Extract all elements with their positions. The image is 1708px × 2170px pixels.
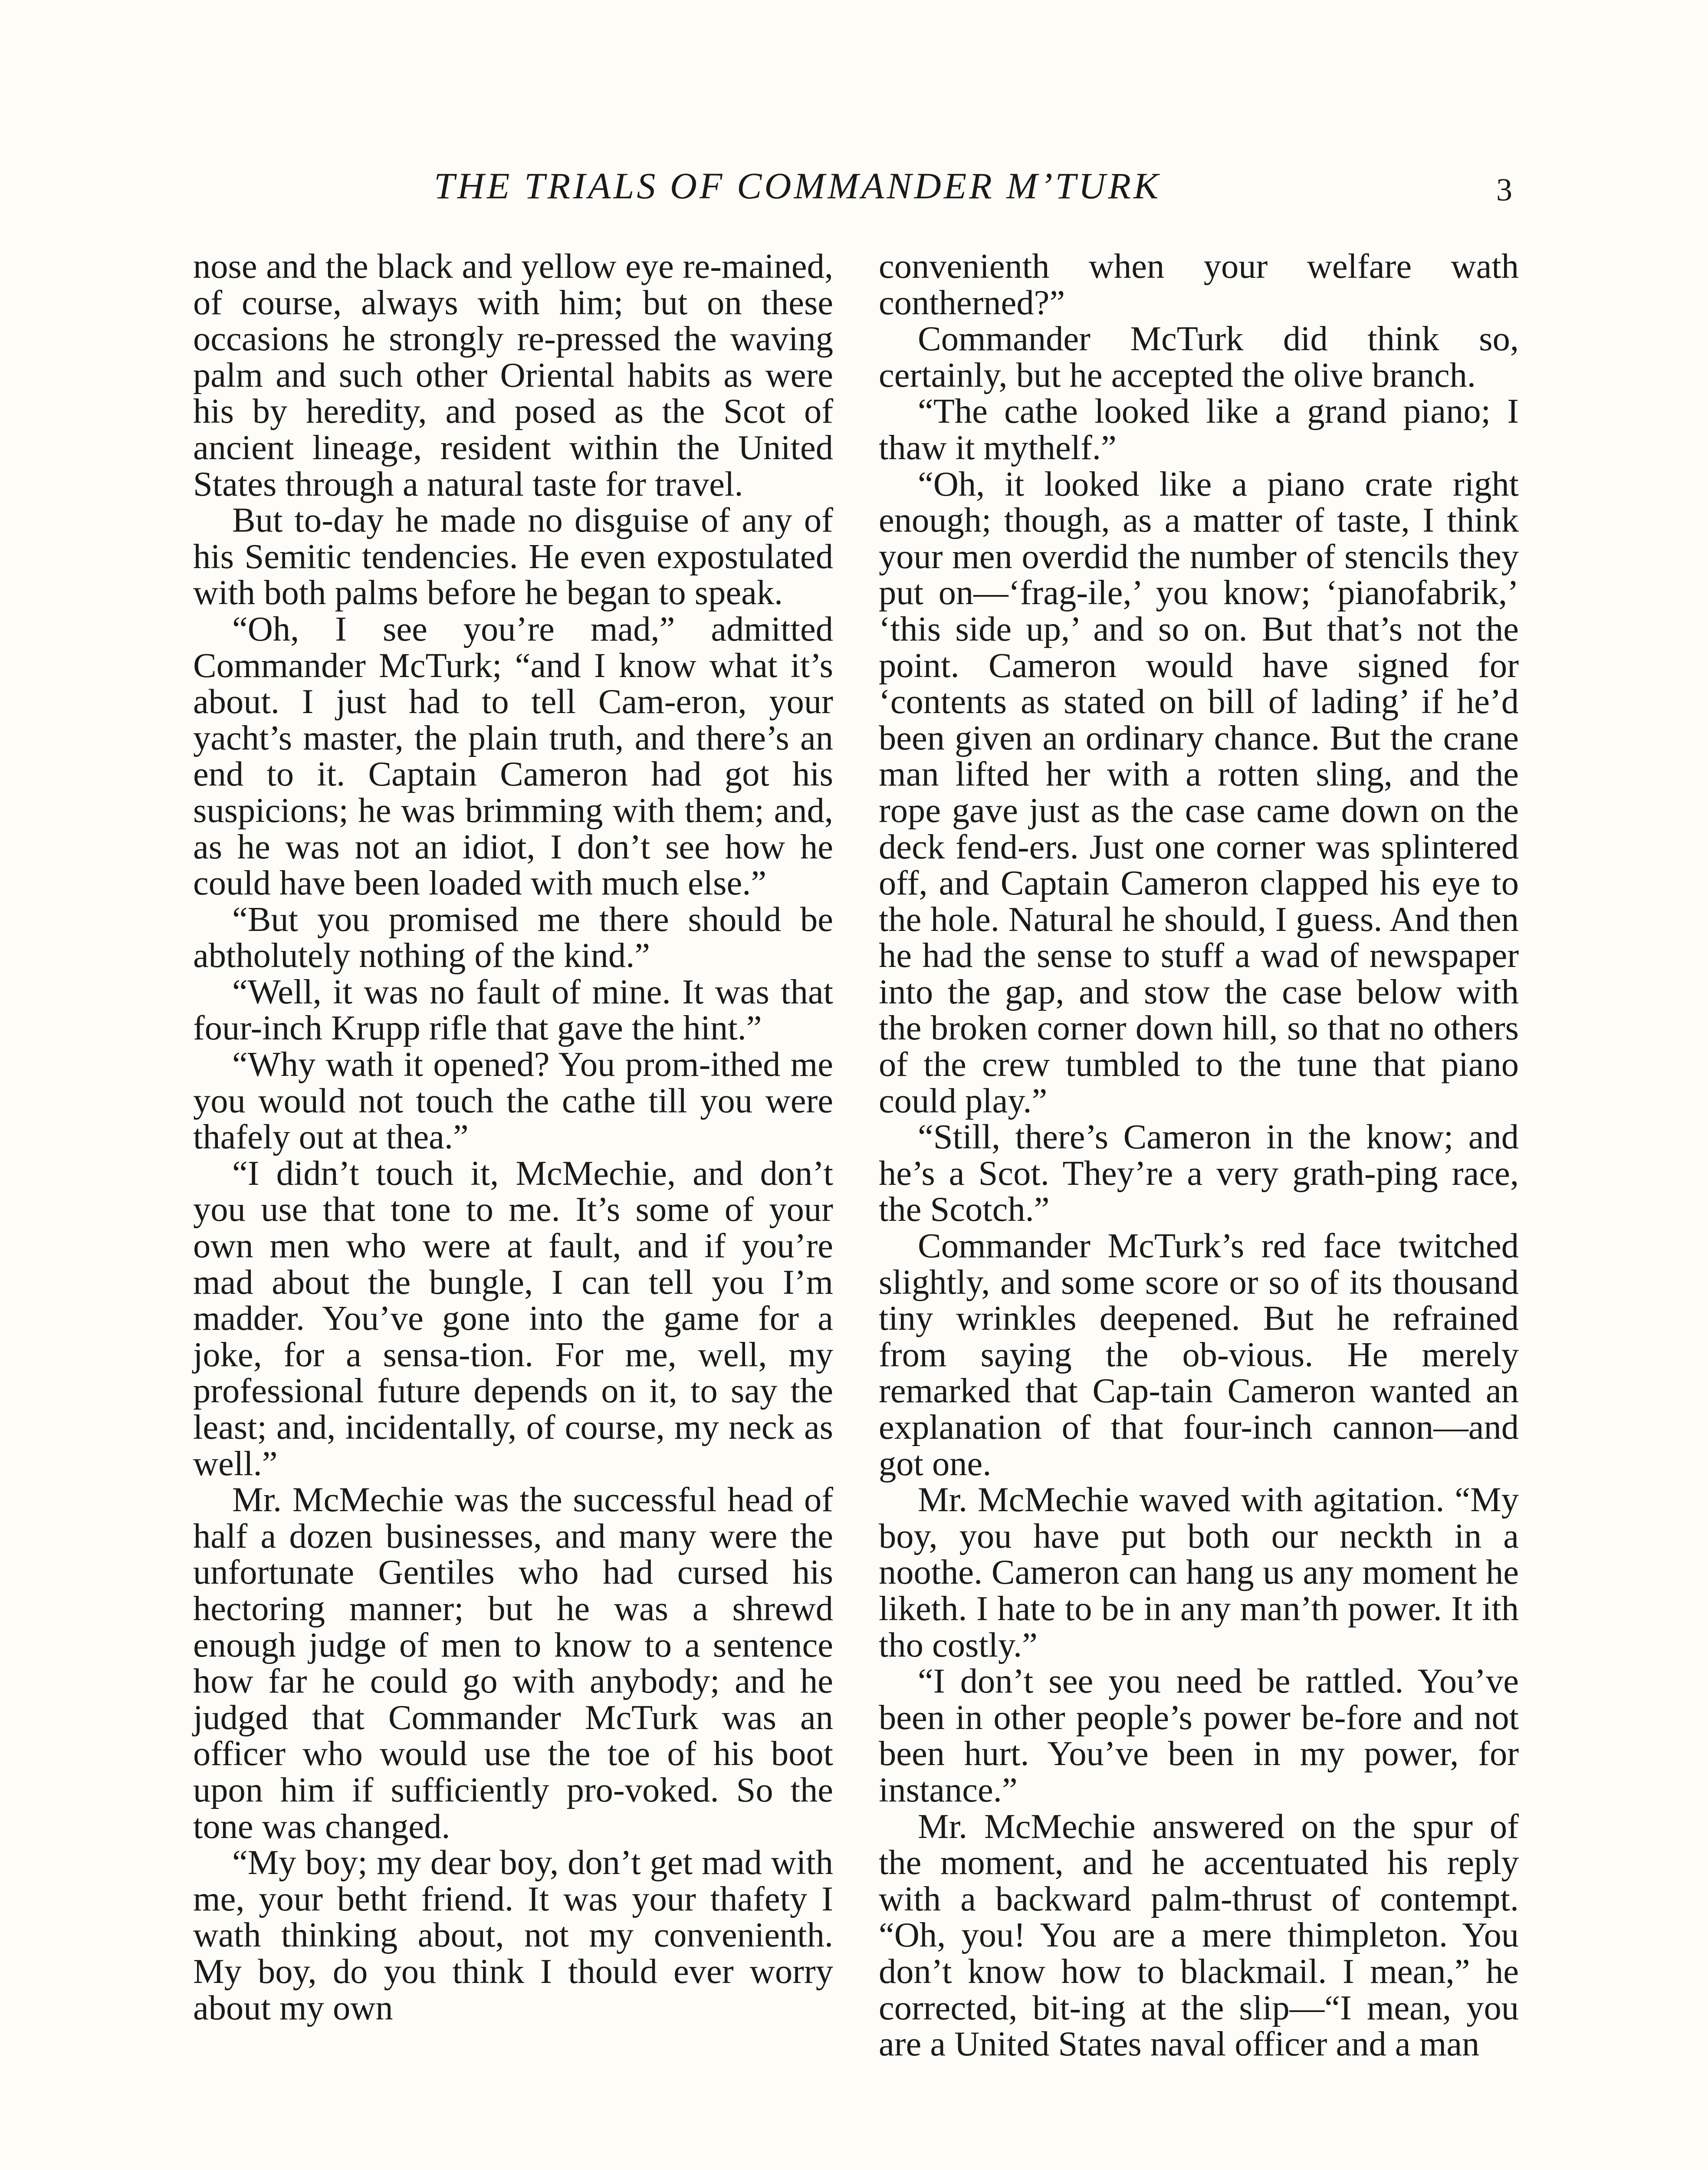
right-column xyxy=(879,248,1519,2062)
paragraph: “But you promised me there should be abtholutely nothing of the kind.” xyxy=(193,900,833,975)
paragraph: “Well, it was no fault of mine. It was that four-inch Krupp rifle that gave the hint.” xyxy=(193,972,833,1048)
paragraph: Mr. McMechie waved with agitation. “My boy, you have put both our neckth in a noothe. Cameron can hang us any moment he liketh. I hate to be in any man’th power. It ith tho costly.” xyxy=(879,1480,1519,1664)
paragraph: convenienth when your welfare wath contherned?” xyxy=(879,247,1519,322)
left-column xyxy=(193,248,833,2026)
paragraph: “Oh, it looked like a piano crate right enough; though, as a matter of taste, I think your men overdid the number of stencils they put on—‘frag-ile,’ you know; ‘pianofabrik,’ ‘this side up,’ and so on. But that’s not the point. Cameron would have signed for ‘contents as stated on bill of lading’ if he’d been given an ordinary chance. But the crane man lifted her with a rotten sling, and the rope gave just as the case came down on the deck fend-ers. Just one corner was splintered off, and Captain Cameron clapped his eye to the hole. Natural he should, I guess. And then he had the sense to stuff a wad of newspaper into the gap, and stow the case below with the broken corner down hill, so that no others of the crew tumbled to the tune that piano could play.” xyxy=(879,464,1519,1120)
paragraph: Commander McTurk’s red face twitched slightly, and some score or so of its thousand tiny wrinkles deepened. But he refrained from saying the ob-vious. He merely remarked that Cap-tain Cameron wanted an explanation of that four-inch cannon—and got one. xyxy=(879,1226,1519,1483)
paragraph: “I didn’t touch it, McMechie, and don’t you use that tone to me. It’s some of your own men who were at fault, and if you’re mad about the bungle, I can tell you I’m madder. You’ve gone into the game for a joke, for a sensa-tion. For me, well, my professional future depends on it, to say the least; and, incidentally, of course, my neck as well.” xyxy=(193,1154,833,1483)
paragraph: “I don’t see you need be rattled. You’ve been in other people’s power be-fore and not been hurt. You’ve been in my power, for instance.” xyxy=(879,1662,1519,1809)
paragraph: “Still, there’s Cameron in the know; and he’s a Scot. They’re a very grath-ping race, the Scotch.” xyxy=(879,1118,1519,1229)
page-number: 3 xyxy=(1496,172,1512,208)
paragraph: “My boy; my dear boy, don’t get mad with me, your betht friend. It was your thafety I wath thinking about, not my convenienth. My boy, do you think I thould ever worry about my own xyxy=(193,1843,833,2027)
running-title: THE TRIALS OF COMMANDER M’TURK xyxy=(434,165,1161,207)
paragraph: “Oh, I see you’re mad,” admitted Commander McTurk; “and I know what it’s about. I just had to tell Cam-eron, your yacht’s master, the plain truth, and there’s an end to it. Captain Cameron had got his suspicions; he was brimming with them; and, as he was not an idiot, I don’t see how he could have been loaded with much else.” xyxy=(193,609,833,903)
paragraph: “Why wath it opened? You prom-ithed me you would not touch the cathe till you were thafely out at thea.” xyxy=(193,1045,833,1157)
paragraph: Commander McTurk did think so, certainly, but he accepted the olive branch. xyxy=(879,319,1519,395)
paragraph: nose and the black and yellow eye re-mained, of course, always with him; but on these occasions he strongly re-pressed the waving palm and such other Oriental habits as were his by heredity, and posed as the Scot of ancient lineage, resident within the United States through a natural taste for travel. xyxy=(193,247,833,503)
page-header xyxy=(0,164,1708,220)
paragraph: “The cathe looked like a grand piano; I thaw it mythelf.” xyxy=(879,392,1519,467)
paragraph: Mr. McMechie answered on the spur of the moment, and he accentuated his reply with a backward palm-thrust of contempt. “Oh, you! You are a mere thimpleton. You don’t know how to blackmail. I mean,” he corrected, bit-ing at the slip—“I mean, you are a United States naval officer and a man xyxy=(879,1807,1519,2064)
paragraph: But to-day he made no disguise of any of his Semitic tendencies. He even expostulated with both palms before he began to speak. xyxy=(193,501,833,612)
paragraph: Mr. McMechie was the successful head of half a dozen businesses, and many were the unfortunate Gentiles who had cursed his hectoring manner; but he was a shrewd enough judge of men to know to a sentence how far he could go with anybody; and he judged that Commander McTurk was an officer who would use the toe of his boot upon him if sufficiently pro-voked. So the tone was changed. xyxy=(193,1480,833,1846)
